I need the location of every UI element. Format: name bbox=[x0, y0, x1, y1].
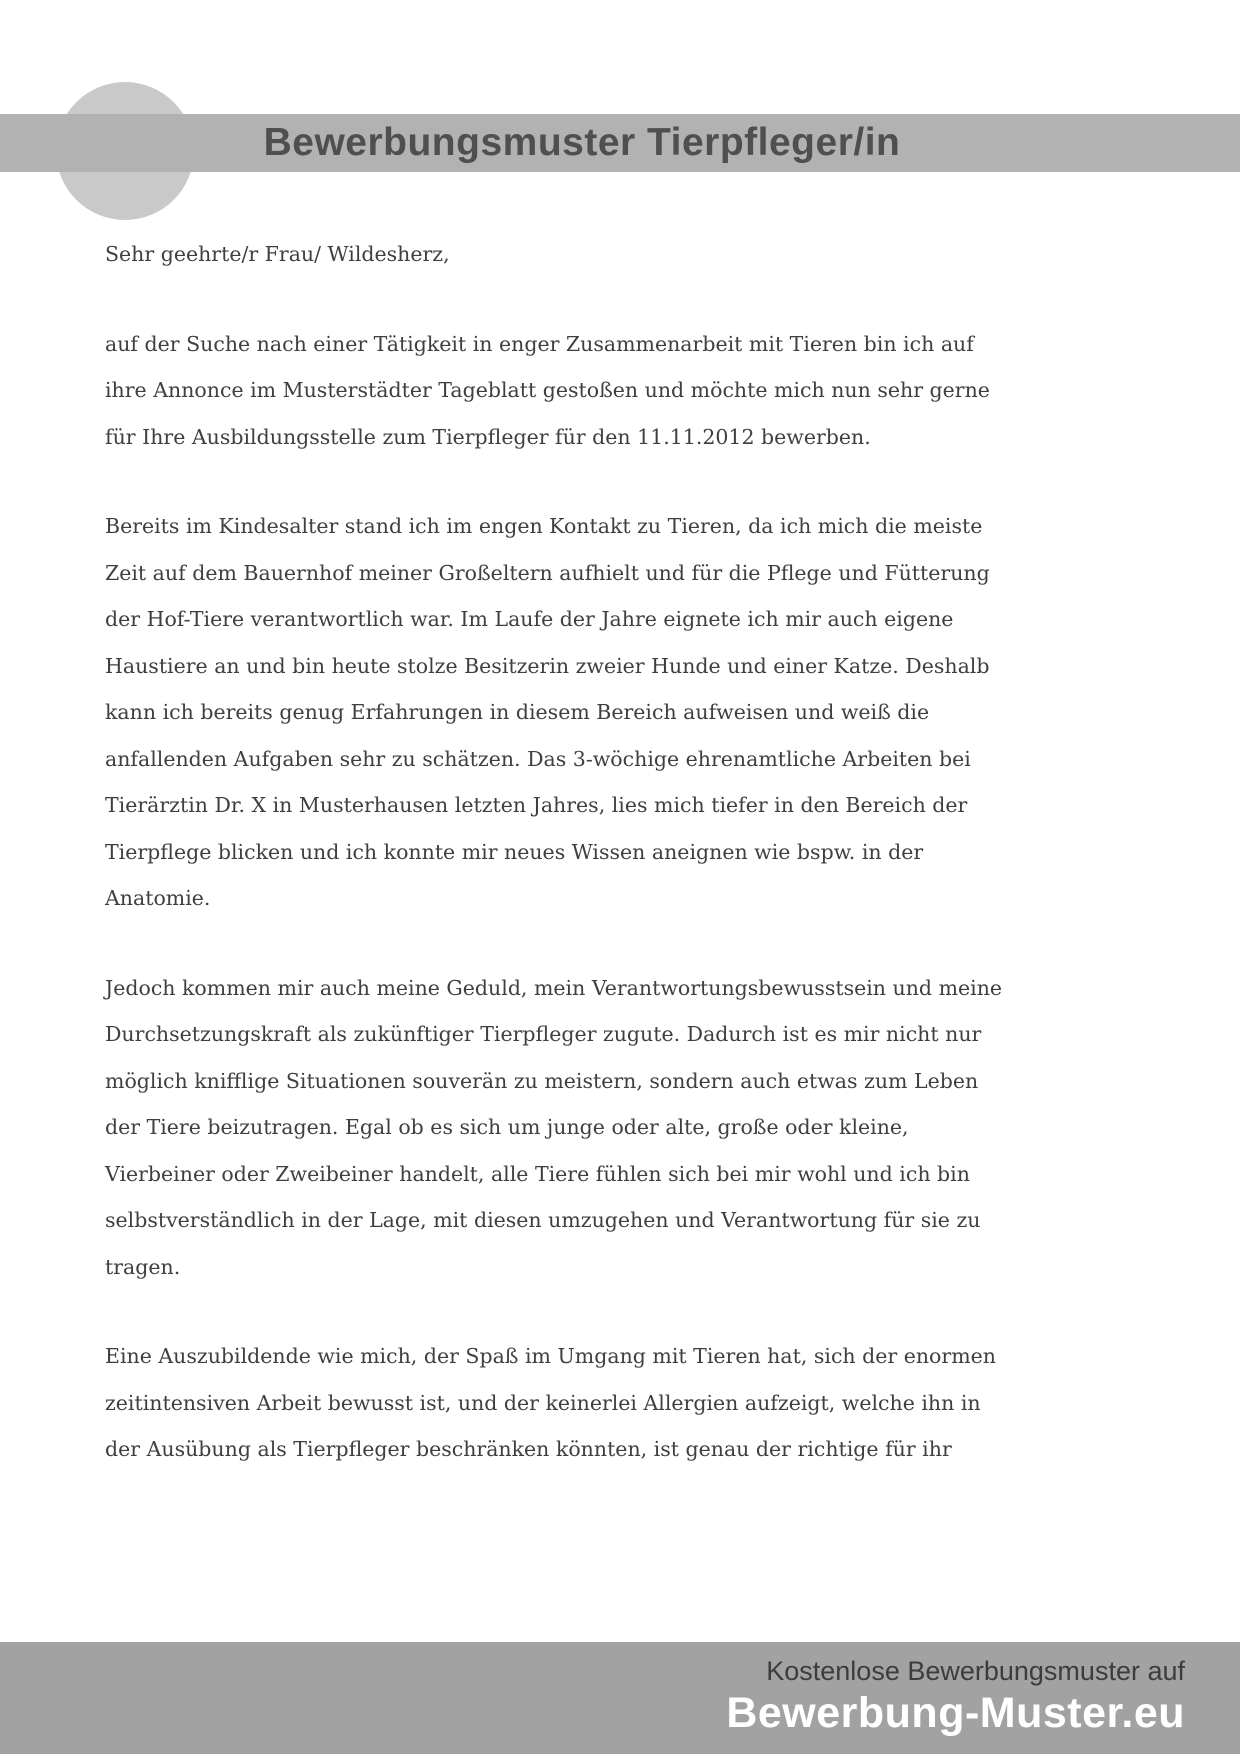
letter-paragraph-strengths: Jedoch kommen mir auch meine Geduld, mein Verantwortungsbewusstsein und meine Durchsetzungskraft als zukünftiger Tierpfleger zugute. Dadurch ist es mir nicht nur möglich knifflige Situationen souverän zu meistern, sondern auch etwas zum Leben der Tiere beizutragen. Egal ob es sich um junge oder alte, große oder kleine, Vierbeiner oder Zweibeiner handelt, alle Tiere fühlen sich bei mir wohl und ich bin selbstverständlich in der Lage, mit diesen umzugehen und Verantwortung für sie zu tragen. bbox=[105, 975, 1003, 1279]
footer-brand: Bewerbung-Muster.eu bbox=[726, 1689, 1185, 1738]
title-banner bbox=[0, 114, 1240, 172]
footer-banner bbox=[0, 1642, 1240, 1754]
letter-paragraph-experience: Bereits im Kindesalter stand ich im engen Kontakt zu Tieren, da ich mich die meiste Zeit auf dem Bauernhof meiner Großeltern aufhielt und für die Pflege und Fütterung der Hof-Tiere verantwortlich war. Im Laufe der Jahre eignete ich mir auch eigene Haustiere an und bin heute stolze Besitzerin zweier Hunde und einer Katze. Deshalb kann ich bereits genug Erfahrungen in diesem Bereich aufweisen und weiß die anfallenden Aufgaben sehr zu schätzen. Das 3-wöchige ehrenamtliche Arbeiten bei Tierärztin Dr. X in Musterhausen letzten Jahres, lies mich tiefer in den Bereich der Tierpflege blicken und ich konnte mir neues Wissen aneignen wie bspw. in der Anatomie. bbox=[105, 514, 990, 910]
letter-paragraph-closing: Eine Auszubildende wie mich, der Spaß im Umgang mit Tieren hat, sich der enormen zeitintensiven Arbeit bewusst ist, und der keinerlei Allergien aufzeigt, welche ihn in der Ausübung als Tierpfleger beschränken könnten, ist genau der richtige für ihr bbox=[105, 1344, 996, 1461]
footer-tagline: Kostenlose Bewerbungsmuster auf bbox=[766, 1656, 1185, 1686]
page-title: Bewerbungsmuster Tierpfleger/in bbox=[263, 121, 901, 164]
letter-paragraph-intro: auf der Suche nach einer Tätigkeit in enger Zusammenarbeit mit Tieren bin ich auf ihre Annonce im Musterstädter Tageblatt gestoßen und möchte mich nun sehr gerne für Ihre Ausbildungsstelle zum Tierpfleger für den 11.11.2012 bewerben. bbox=[105, 331, 990, 449]
letter-body bbox=[105, 231, 1013, 1516]
salutation: Sehr geehrte/r Frau/ Wildesherz, bbox=[105, 242, 450, 266]
